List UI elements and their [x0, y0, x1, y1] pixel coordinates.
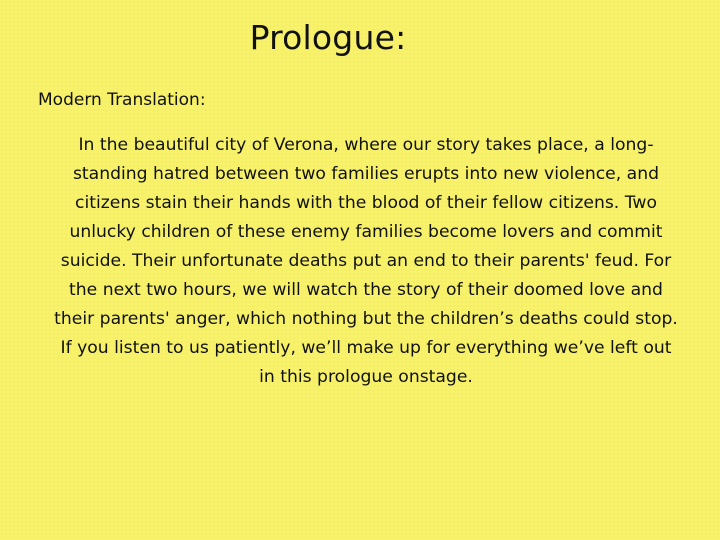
- slide-body-text: In the beautiful city of Verona, where our story takes place, a long-standing hatred between two families erupts into new violence, and citizens stain their hands with the blood of their fellow citizens. Two unlucky children of these enemy families become lovers and commit suicide. Their unfortunate deaths put an end to their parents' feud. For the next two hours, we will watch the story of their doomed love and their parents' anger, which nothing but the children’s deaths could stop. If you listen to us patiently, we’ll make up for everything we’ve left out in this prologue onstage.: [54, 135, 678, 387]
- slide-subtitle: Modern Translation:: [38, 90, 206, 110]
- slide-title: Prologue:: [249, 18, 407, 57]
